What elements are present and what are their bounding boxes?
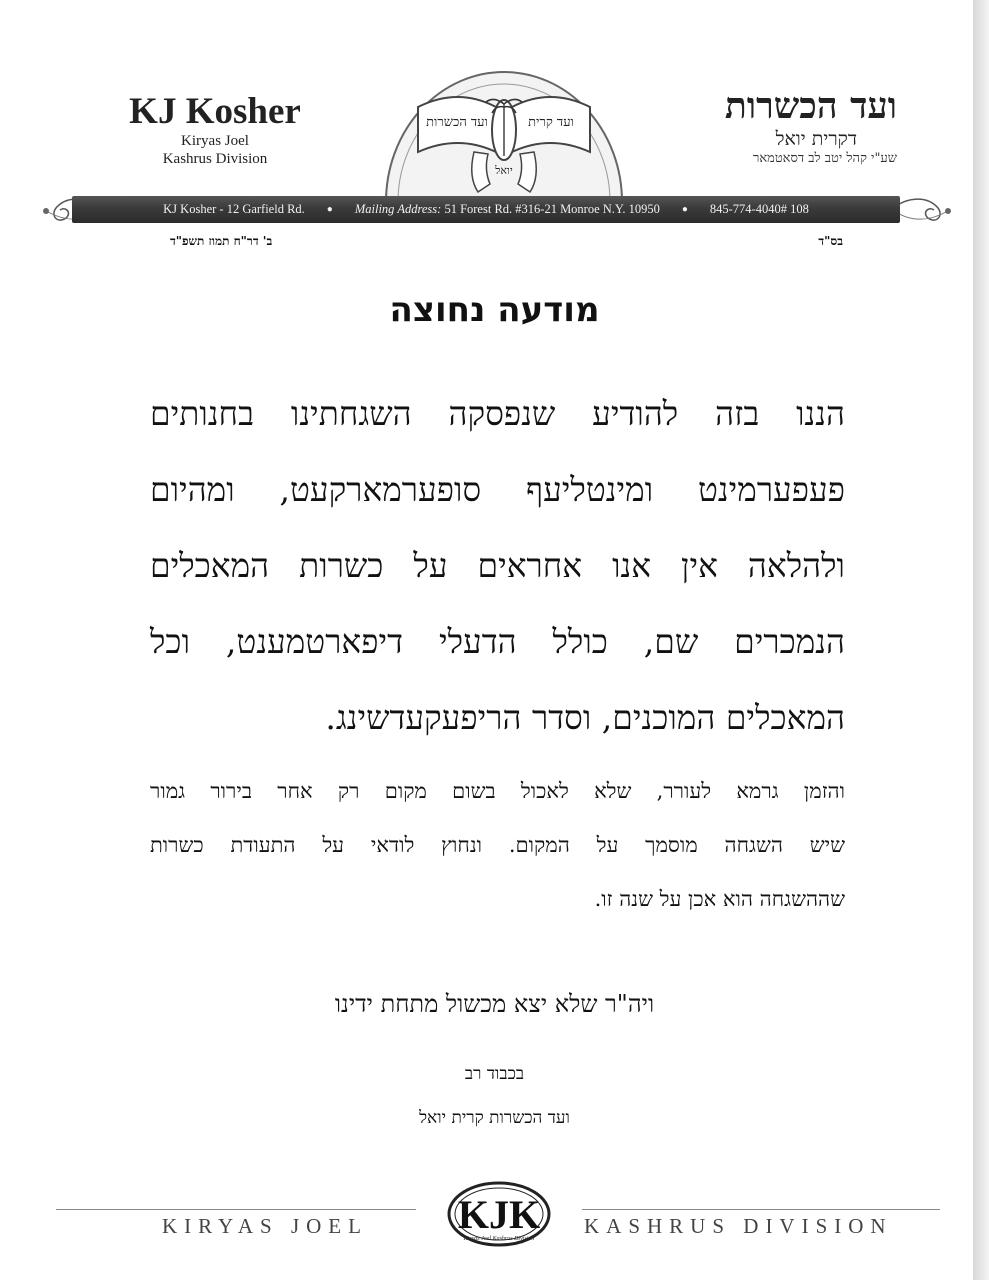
english-letterhead — [120, 92, 310, 168]
street-address: KJ Kosher - 12 Garfield Rd. — [163, 202, 305, 216]
footer-right-rule — [582, 1209, 940, 1210]
main-line: המאכלים המוכנים, וסדר הריפעקעדשינג. — [325, 698, 845, 737]
closing-blessing: ויה"ר שלא יצא מכשול מתחת ידינו — [334, 990, 655, 1018]
page-edge-shadow — [973, 0, 989, 1280]
footer-kashrus-division: KASHRUS DIVISION — [584, 1214, 893, 1238]
separator-dot: ● — [326, 204, 333, 215]
hebrew-date: ב' דר"ח תמוז תשפ"ד — [170, 234, 273, 248]
mailing-address-value: 51 Forest Rd. #316-21 Monroe N.Y. 10950 — [444, 202, 660, 216]
kj-kosher-brand: KJ Kosher — [129, 91, 301, 132]
separator-dot: ● — [681, 204, 688, 215]
emblem-right-text: ועד קרית — [528, 115, 574, 130]
footer-kiryas-joel: KIRYAS JOEL — [162, 1214, 368, 1238]
kiryas-joel-label: Kiryas Joel — [181, 133, 249, 149]
secondary-line: שיש השגחה מוסמך על המקום. ונחוץ לודאי על התעודת כשרות — [150, 833, 845, 857]
secondary-line: שההשגחה הוא אכן על שנה זו. — [594, 887, 845, 911]
main-line: ולהלאה אין אנו אחראים על כשרות המאכלים — [150, 546, 845, 585]
emblem-logo — [378, 52, 630, 202]
signature-text: ועד הכשרות קרית יואל — [419, 1108, 570, 1128]
main-line: הנמכרים שם, כולל הדעלי דיפארטמענט, וכל — [150, 622, 845, 661]
phone-number: 845-774-4040# 108 — [709, 202, 809, 216]
notice-title: מודעה נחוצה — [389, 290, 600, 330]
kjk-logo-caption: Kiryas Joel Kashrus Division — [463, 1236, 535, 1242]
main-line: פעפערמינט ומינטליעף סופערמארקעט, ומהיום — [150, 470, 845, 509]
satmar-affiliation-label: שע"י קהל יטב לב דסאטמאר — [752, 151, 897, 166]
kashrus-division-label: Kashrus Division — [162, 151, 268, 167]
secondary-line: והזמן גרמא לעורר, שלא לאכול בשום מקום רק אחר בירור גמור — [150, 779, 845, 803]
regards-text: בכבוד רב — [464, 1064, 525, 1084]
vaad-hakashrus-brand: ועד הכשרות — [724, 85, 897, 127]
dkiryas-yoel-label: דקרית יואל — [775, 128, 857, 150]
mailing-label: Mailing Address: — [354, 202, 442, 216]
hebrew-letterhead — [647, 84, 897, 168]
address-bar — [72, 196, 900, 223]
main-line: הננו בזה להודיע שנפסקה השגחתינו בחנותים — [150, 394, 845, 433]
bsd-mark: בס"ד — [818, 234, 843, 248]
kjk-logo-text: KJK — [457, 1192, 541, 1237]
mailing-address — [355, 202, 660, 217]
footer-left-rule — [56, 1209, 416, 1210]
emblem-left-text: ועד הכשרות — [426, 115, 488, 130]
emblem-bottom-text: יואל — [495, 164, 513, 177]
secondary-paragraph — [150, 764, 845, 926]
main-announcement — [150, 376, 845, 756]
kjk-logo-badge — [446, 1180, 552, 1252]
